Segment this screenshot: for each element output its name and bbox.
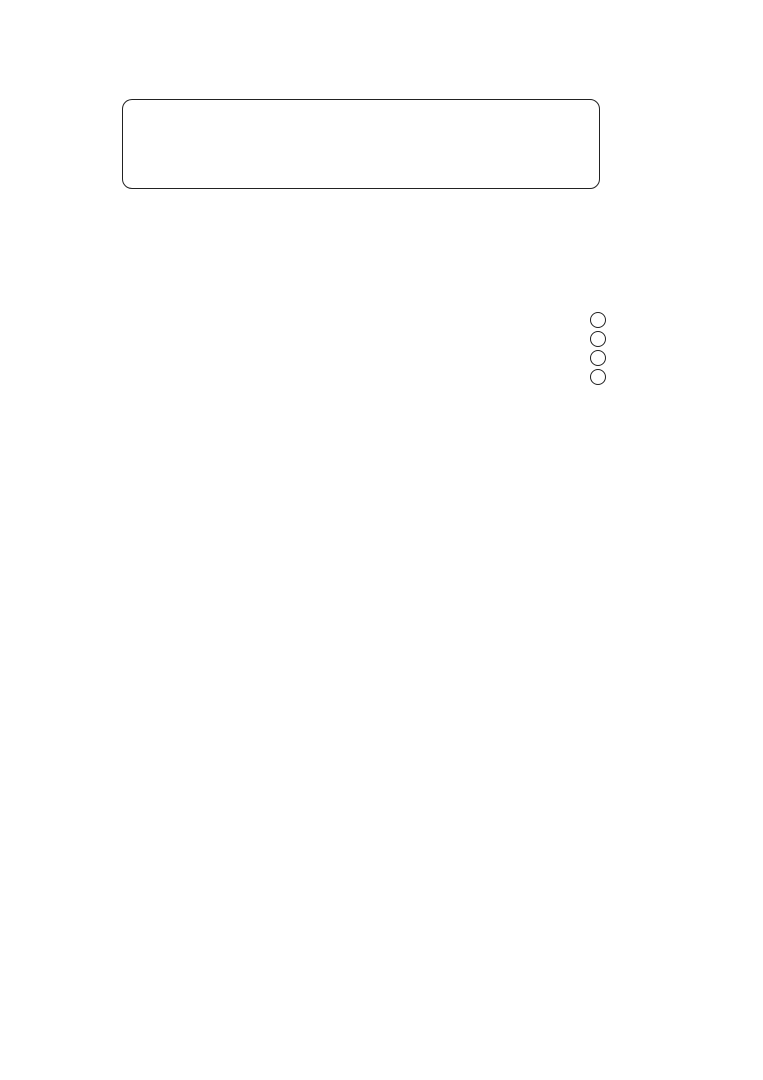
finger-l-icon — [590, 369, 606, 385]
finger-legend — [590, 310, 608, 386]
finger-m-icon — [590, 331, 606, 347]
phrase-1-score — [0, 520, 763, 660]
fretboard-diagrams — [0, 0, 763, 440]
finger-r-icon — [590, 350, 606, 366]
phrase-2-score — [0, 722, 763, 862]
finger-i-icon — [590, 312, 606, 328]
